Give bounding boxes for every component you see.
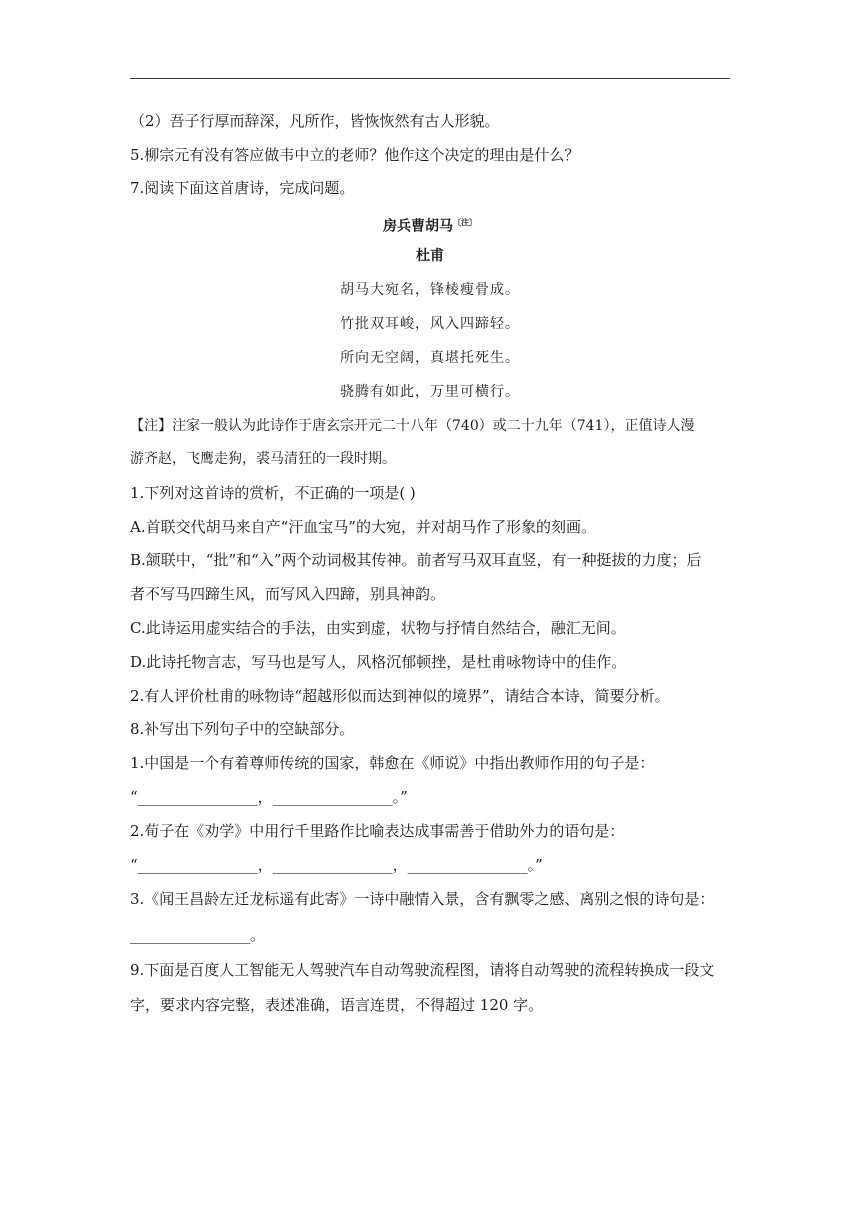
answer-blank: “________________，________________，________________。” bbox=[130, 856, 543, 874]
option-d: D.此诗托物言志，写马也是写人，风格沉郁顿挫，是杜甫咏物诗中的佳作。 bbox=[130, 653, 627, 671]
question-9: 9.下面是百度人工智能无人驾驶汽车自动驾驶流程图，请将自动驾驶的流程转换成一段文 bbox=[130, 961, 715, 979]
answer-blank: “________________，________________。” bbox=[130, 788, 408, 806]
poem-author: 杜甫 bbox=[416, 248, 444, 264]
question-8-3: 3.《闻王昌龄左迁龙标遥有此寄》一诗中融情入景，含有飘零之感、离别之恨的诗句是： bbox=[130, 890, 715, 908]
poem-verse: 胡马大宛名，锋棱瘦骨成。 bbox=[340, 282, 520, 298]
poem-verse: 骁腾有如此，万里可横行。 bbox=[340, 384, 520, 400]
text-line: （2）吾子行厚而辞深，凡所作，皆恢恢然有古人形貌。 bbox=[130, 112, 500, 130]
poem-title-note-mark: 〔注〕 bbox=[453, 217, 477, 227]
poem-note: 【注】注家一般认为此诗作于唐玄宗开元二十八年（740）或二十九年（741），正值诗人漫 bbox=[130, 418, 695, 434]
question-7: 7.阅读下面这首唐诗，完成问题。 bbox=[130, 179, 355, 197]
option-a: A.首联交代胡马来自产“汗血宝马”的大宛，并对胡马作了形象的刻画。 bbox=[130, 518, 596, 536]
question-9: 字，要求内容完整，表述准确，语言连贯，不得超过 120 字。 bbox=[130, 996, 544, 1014]
question-7-2: 2.有人评价杜甫的咏物诗“超越形似而达到神似的境界”，请结合本诗，简要分析。 bbox=[130, 687, 670, 705]
question-8-2: 2.荀子在《劝学》中用行千里路作比喻表达成事需善于借助外力的语句是： bbox=[130, 822, 625, 840]
question-5: 5.柳宗元有没有答应做韦中立的老师？他作这个决定的理由是什么？ bbox=[130, 146, 580, 164]
question-8: 8.补写出下列句子中的空缺部分。 bbox=[130, 720, 355, 738]
poem-note: 游齐赵，飞鹰走狗，裘马清狂的一段时期。 bbox=[130, 451, 396, 467]
question-7-1: 1.下列对这首诗的赏析，不正确的一项是( ) bbox=[130, 484, 416, 502]
option-c: C.此诗运用虚实结合的手法，由实到虚，状物与抒情自然结合，融汇无间。 bbox=[130, 619, 626, 637]
option-b: 者不写马四蹄生风，而写风入四蹄，别具神韵。 bbox=[130, 585, 446, 603]
header-rule bbox=[130, 78, 730, 79]
poem-verse: 所向无空阔，真堪托死生。 bbox=[340, 350, 520, 366]
option-b: B.颔联中，“批”和“入”两个动词极其传神。前者写马双耳直竖，有一种挺拔的力度；后 bbox=[130, 551, 702, 569]
poem-title: 房兵曹胡马$^{〔注〕}$ bbox=[383, 217, 477, 235]
answer-blank: ________________。 bbox=[130, 926, 266, 944]
question-8-1: 1.中国是一个有着尊师传统的国家，韩愈在《师说》中指出教师作用的句子是： bbox=[130, 754, 655, 772]
poem-verse: 竹批双耳峻，风入四蹄轻。 bbox=[340, 316, 520, 332]
